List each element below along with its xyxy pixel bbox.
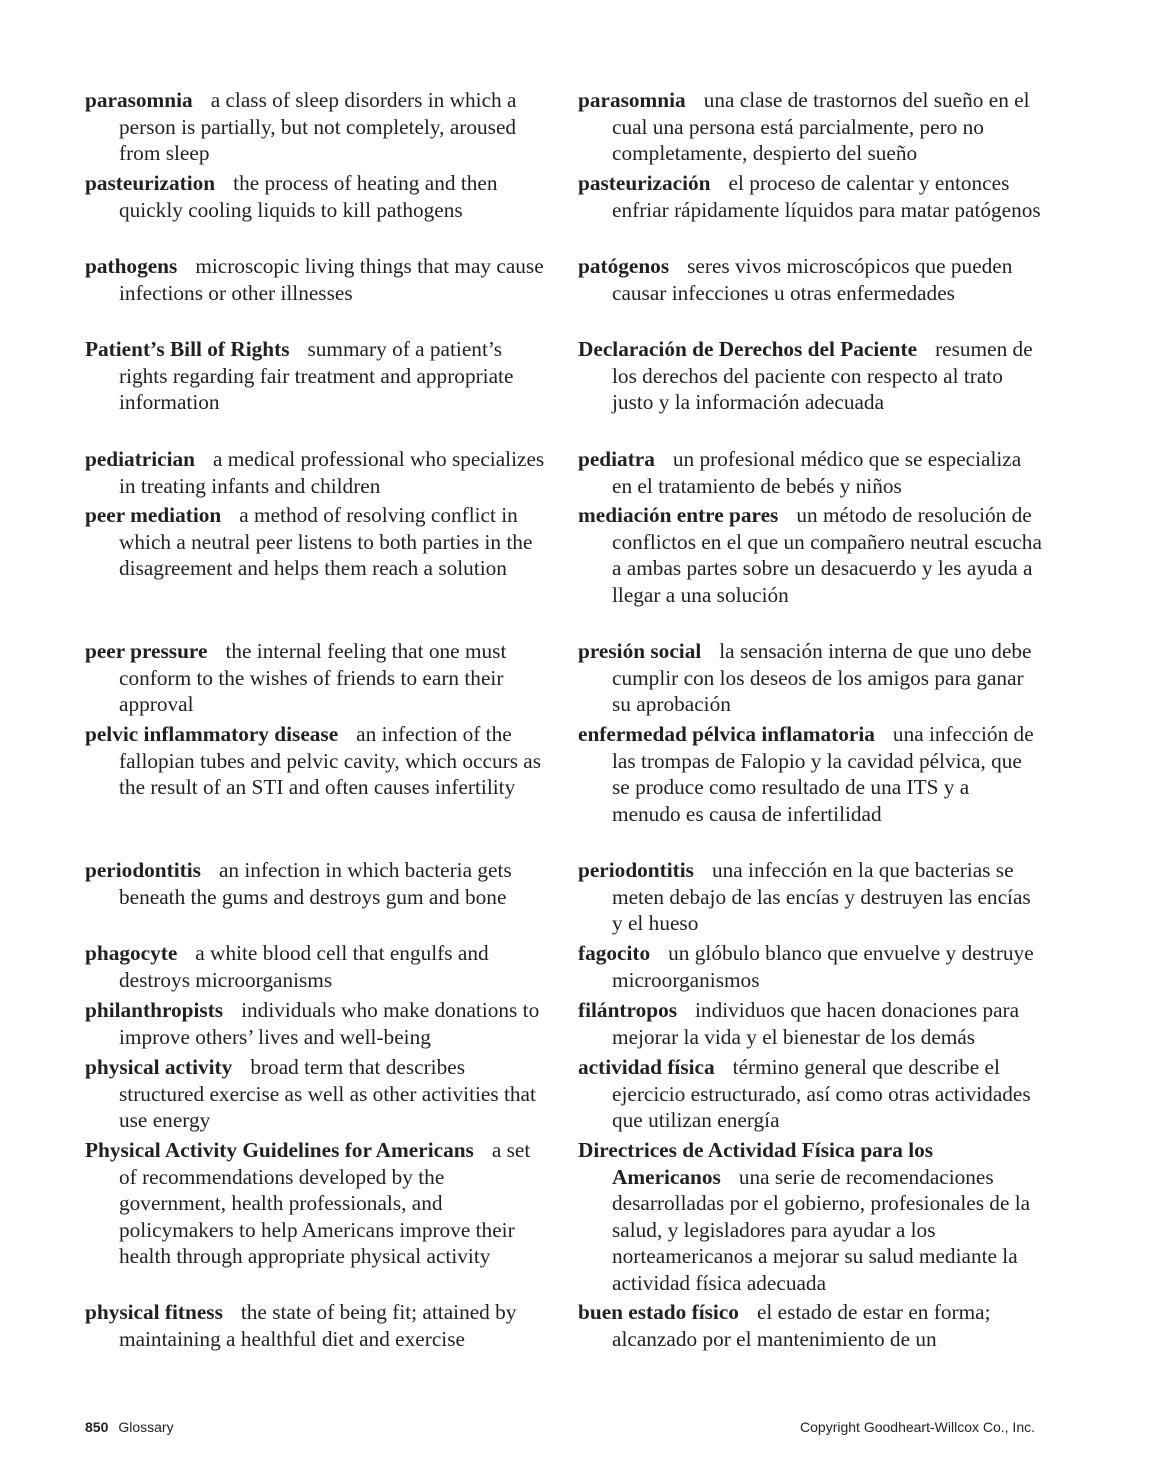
glossary-definition: the internal feeling that one must conform to the wishes of friends to earn their approval (119, 639, 507, 716)
glossary-term: fagocito (578, 941, 651, 965)
glossary-entry-en (85, 940, 547, 993)
glossary-term: pasteurization (85, 171, 216, 195)
glossary-definition: término general que describe el ejercicio estructurado, así como otras actividades que utilizan energía (612, 1055, 1031, 1132)
glossary-entry-en (85, 87, 547, 167)
glossary-definition: the process of heating and then quickly cooling liquids to kill pathogens (119, 171, 498, 222)
glossary-term: peer pressure (85, 639, 208, 663)
page-footer-left (85, 1419, 174, 1435)
glossary-definition: broad term that describes structured exercise as well as other activities that use energy (119, 1055, 536, 1132)
glossary-entry-es (578, 502, 1043, 608)
copyright: Copyright Goodheart-Willcox Co., Inc. (800, 1419, 1035, 1435)
glossary-entry-es (578, 336, 1043, 416)
glossary-definition: an infection of the fallopian tubes and pelvic cavity, which occurs as the result of an STI and often causes infertility (119, 722, 542, 799)
glossary-definition: el estado de estar en forma; alcanzado por el mantenimiento de un (612, 1300, 991, 1351)
glossary-term: patógenos (578, 254, 670, 278)
page-number: 850 (85, 1419, 109, 1435)
glossary-term: presión social (578, 639, 702, 663)
glossary-entry-es (578, 940, 1043, 993)
glossary-entry-en (85, 1054, 547, 1134)
glossary-entry-en (85, 721, 547, 801)
glossary-definition: a method of resolving conflict in which a neutral peer listens to both parties in the disagreement and helps them reach a solution (119, 503, 533, 580)
glossary-entry-es (578, 857, 1043, 937)
glossary-entry-es (578, 87, 1043, 167)
glossary-term: pediatrician (85, 447, 196, 471)
glossary-term: enfermedad pélvica inflamatoria (578, 722, 875, 746)
glossary-definition: summary of a patient’s rights regarding fair treatment and appropriate information (119, 337, 514, 414)
glossary-term: pathogens (85, 254, 178, 278)
glossary-entry-en (85, 336, 547, 416)
glossary-entry-en (85, 502, 547, 582)
glossary-definition: individuals who make donations to improve others’ lives and well-being (119, 998, 540, 1049)
glossary-term: physical activity (85, 1055, 233, 1079)
glossary-term: peer mediation (85, 503, 222, 527)
glossary-definition: individuos que hacen donaciones para mejorar la vida y el bienestar de los demás (612, 998, 1020, 1049)
glossary-definition: el proceso de calentar y entonces enfriar rápidamente líquidos para matar patógenos (612, 171, 1041, 222)
glossary-term: physical fitness (85, 1300, 223, 1324)
glossary-entry-es (578, 253, 1043, 306)
glossary-term: periodontitis (85, 858, 201, 882)
glossary-entry-es (578, 1054, 1043, 1134)
glossary-entry-en (85, 253, 547, 306)
glossary-definition: un glóbulo blanco que envuelve y destruye microorganismos (612, 941, 1034, 992)
glossary-term: parasomnia (578, 88, 686, 112)
glossary-entry-es (578, 446, 1043, 499)
glossary-definition: un profesional médico que se especializa en el tratamiento de bebés y niños (612, 447, 1022, 498)
glossary-definition: una clase de trastornos del sueño en el cual una persona está parcialmente, pero no completamente, despierto del sueño (612, 88, 1030, 165)
glossary-term: filántropos (578, 998, 678, 1022)
glossary-entry-en (85, 997, 547, 1050)
glossary-definition: una serie de recomendaciones desarrolladas por el gobierno, profesionales de la salud, y legisladores para ayudar a los norteamericanos a mejorar su salud mediante la actividad física adecuada (612, 1164, 1031, 1295)
glossary-term: Directrices de Actividad Física para los Americanos (578, 1138, 934, 1189)
glossary-entry-es (578, 997, 1043, 1050)
section-name: Glossary (118, 1419, 174, 1435)
glossary-term: buen estado físico (578, 1300, 739, 1324)
glossary-term: pediatra (578, 447, 655, 471)
glossary-entry-es (578, 170, 1043, 223)
glossary-entry-en (85, 1137, 547, 1270)
glossary-entry-es (578, 721, 1043, 827)
glossary-definition: a white blood cell that engulfs and destroys microorganisms (119, 941, 489, 992)
glossary-definition: una infección en la que bacterias se meten debajo de las encías y destruyen las encías y el hueso (612, 858, 1031, 935)
glossary-term: philanthropists (85, 998, 224, 1022)
glossary-entry-en (85, 1299, 547, 1352)
glossary-term: parasomnia (85, 88, 193, 112)
glossary-term: phagocyte (85, 941, 178, 965)
glossary-definition: an infection in which bacteria gets beneath the gums and destroys gum and bone (119, 858, 512, 909)
glossary-term: pelvic inflammatory disease (85, 722, 339, 746)
glossary-definition: a set of recommendations developed by the government, health professionals, and policymakers to help Americans improve their health through appropriate physical activity (119, 1138, 531, 1268)
glossary-definition: una infección de las trompas de Falopio y la cavidad pélvica, que se produce como resultado de una ITS y a menudo es causa de infertilidad (612, 722, 1034, 826)
glossary-term: pasteurización (578, 171, 711, 195)
glossary-term: Declaración de Derechos del Paciente (578, 337, 918, 361)
glossary-definition: a medical professional who specializes in treating infants and children (119, 447, 545, 498)
glossary-entry-en (85, 170, 547, 223)
glossary-term: Patient’s Bill of Rights (85, 337, 290, 361)
glossary-term: actividad física (578, 1055, 715, 1079)
glossary-definition: la sensación interna de que uno debe cumplir con los deseos de los amigos para ganar su aprobación (612, 639, 1032, 716)
glossary-definition: un método de resolución de conflictos en el que un compañero neutral escucha a ambas partes sobre un desacuerdo y les ayuda a llegar a una solución (612, 503, 1042, 607)
glossary-definition: seres vivos microscópicos que pueden causar infecciones u otras enfermedades (612, 254, 1013, 305)
glossary-entry-es (578, 638, 1043, 718)
glossary-entry-en (85, 446, 547, 499)
glossary-term: Physical Activity Guidelines for Americans (85, 1138, 474, 1162)
glossary-definition: the state of being fit; attained by maintaining a healthful diet and exercise (119, 1300, 517, 1351)
glossary-entry-es (578, 1299, 1043, 1352)
glossary-entry-es (578, 1137, 1043, 1296)
glossary-entry-en (85, 638, 547, 718)
glossary-definition: resumen de los derechos del paciente con respecto al trato justo y la información adecuada (612, 337, 1033, 414)
glossary-definition: a class of sleep disorders in which a person is partially, but not completely, aroused from sleep (119, 88, 517, 165)
glossary-term: mediación entre pares (578, 503, 779, 527)
glossary-term: periodontitis (578, 858, 694, 882)
glossary-definition: microscopic living things that may cause infections or other illnesses (119, 254, 544, 305)
glossary-entry-en (85, 857, 547, 910)
